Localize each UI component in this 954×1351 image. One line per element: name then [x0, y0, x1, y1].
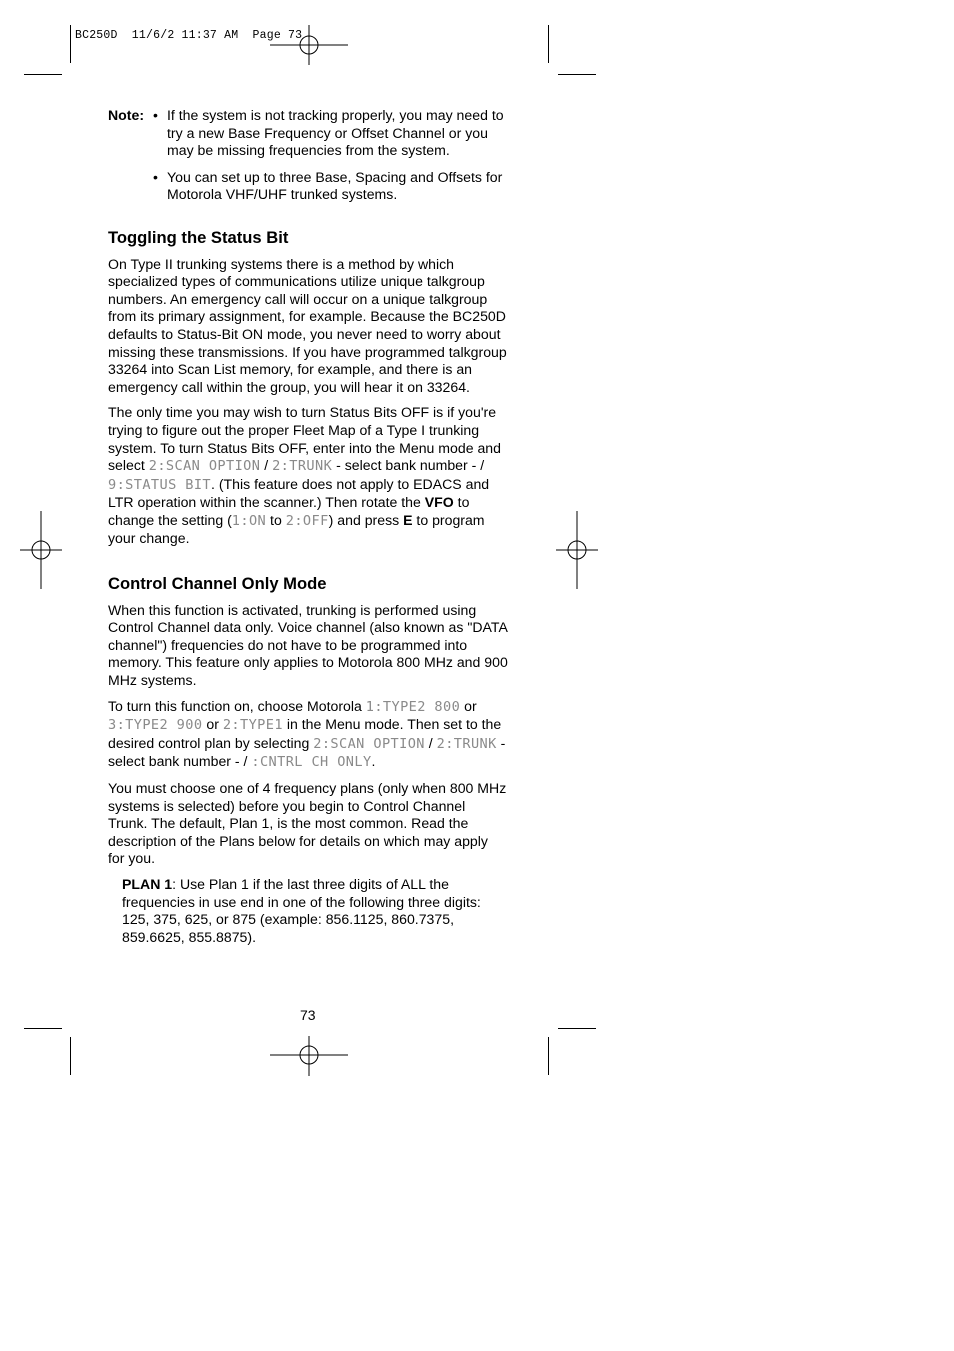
- lcd-text: 2:TRUNK: [436, 735, 497, 752]
- plan-label: PLAN 1: [122, 875, 173, 892]
- key-label: E: [403, 511, 413, 528]
- key-label: VFO: [424, 494, 454, 511]
- page-number: 73: [300, 1007, 316, 1023]
- registration-mark-right: [556, 511, 600, 591]
- note-item: If the system is not tracking properly, you may need to try a new Base Frequency or Offset Channel or you may be missing frequencies from the system.: [167, 107, 504, 159]
- bullet-icon: •: [153, 168, 158, 185]
- registration-mark-bottom: [270, 1036, 350, 1076]
- crop-mark-top-left-v: [70, 25, 71, 63]
- lcd-text: 3:TYPE2 900: [108, 717, 203, 734]
- paragraph: You must choose one of 4 frequency plans (only when 800 MHz systems is selected) before you begin to Control Channel Trunk. The default, Plan 1, is the most common. Read the description of the Plans below for details on which may apply for you.: [108, 780, 507, 867]
- crop-mark-top-left-h: [24, 74, 62, 75]
- lcd-text: 2:TRUNK: [272, 458, 333, 475]
- lcd-text: 9:STATUS BIT: [108, 476, 212, 493]
- lcd-text: :CNTRL CH ONLY: [251, 754, 372, 771]
- crop-mark-top-right-h: [558, 74, 596, 75]
- registration-mark-left: [20, 511, 64, 591]
- lcd-text: 1:ON: [231, 512, 267, 529]
- bullet-icon: •: [153, 107, 158, 123]
- print-slug: BC250D 11/6/2 11:37 AM Page 73: [75, 29, 303, 42]
- note-block: [108, 107, 508, 204]
- paragraph: The only time you may wish to turn Status Bits OFF is if you're trying to figure out the proper Fleet Map of a Type I trunking system. To turn Status Bits OFF, enter into the Menu mode and select 2:SCAN OPTION / 2:TRUNK - select bank number - / 9:STATUS BIT. (This feature does not apply to EDACS and LTR operation within the scanner.) Then rotate the VFO to change the setting (1:ON to 2:OFF) and press E to program your change.: [108, 404, 501, 547]
- crop-mark-bottom-right-v: [548, 1037, 549, 1075]
- paragraph: To turn this function on, choose Motorola 1:TYPE2 800 or 3:TYPE2 900 or 2:TYPE1 in the Menu mode. Then set to the desired control plan by selecting 2:SCAN OPTION / 2:TRUNK - select bank number - / :CNTRL CH ONLY.: [108, 697, 506, 771]
- lcd-text: 1:TYPE2 800: [365, 698, 461, 715]
- section-heading-status-bit: Toggling the Status Bit: [108, 227, 289, 247]
- plan-1-paragraph: PLAN 1: Use Plan 1 if the last three digits of ALL the frequencies in use end in one of the following three digits: 125, 375, 625, or 875 (example: 856.1125, 860.7375, 859.6625, 855.8875).: [122, 875, 481, 945]
- crop-mark-bottom-left-h: [24, 1028, 62, 1029]
- paragraph: When this function is activated, trunking is performed using Control Channel data only. Voice channel (also known as "DATA channel") frequencies do not have to be programmed into memory. This feature only applies to Motorola 800 MHz and 900 MHz systems.: [108, 601, 508, 689]
- crop-mark-bottom-right-h: [558, 1028, 596, 1029]
- note-label: Note:: [108, 107, 145, 123]
- crop-mark-bottom-left-v: [70, 1037, 71, 1075]
- section-heading-control-channel: Control Channel Only Mode: [108, 574, 327, 594]
- lcd-text: 2:OFF: [285, 512, 329, 529]
- paragraph: On Type II trunking systems there is a method by which specialized types of communications utilize unique talkgroup numbers. An emergency call will occur on a unique talkgroup from its primary assignment, for example. Because the BC250D defaults to Status-Bit ON mode, you never need to worry about missing these transmissions. If you have programmed talkgroup 33264 into Scan List memory, for example, and there is an emergency call within the group, you will hear it on 33264.: [108, 255, 507, 395]
- note-item: You can set up to three Base, Spacing and Offsets for Motorola VHF/UHF trunked systems.: [167, 168, 503, 203]
- lcd-text: 2:TYPE1: [222, 717, 283, 734]
- lcd-text: 2:SCAN OPTION: [148, 458, 261, 475]
- crop-mark-top-right-v: [548, 25, 549, 63]
- registration-mark-top: [270, 25, 350, 65]
- page-content: [108, 107, 508, 954]
- lcd-text: 2:SCAN OPTION: [313, 735, 425, 752]
